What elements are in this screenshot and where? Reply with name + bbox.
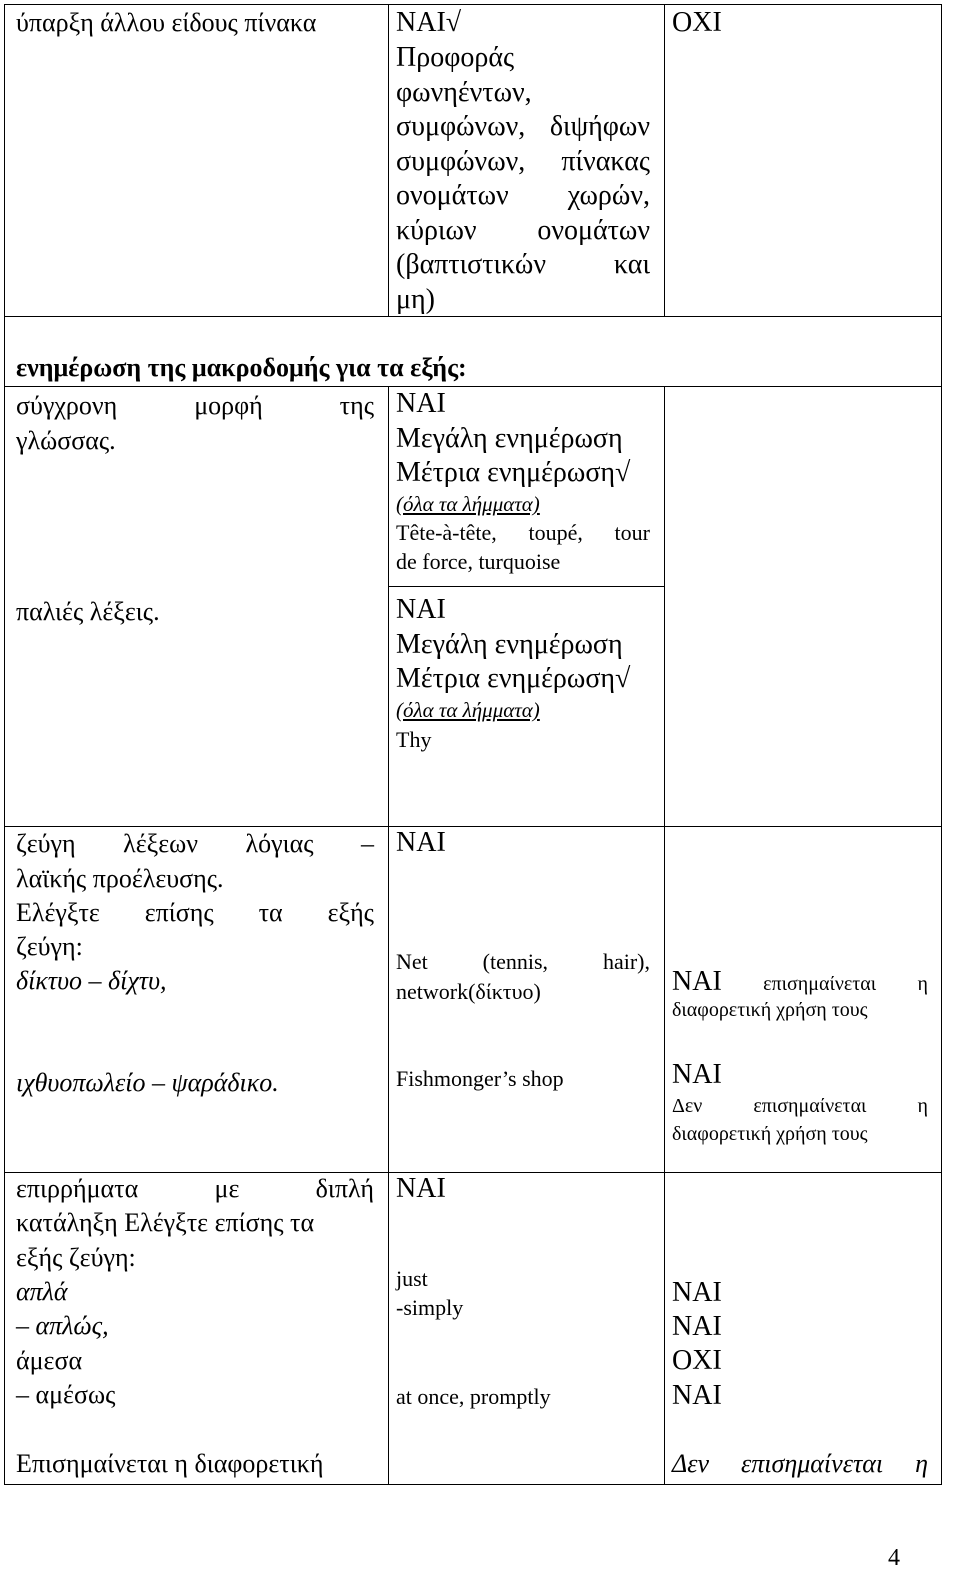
row1-description-line: φωνηέντων, bbox=[396, 76, 532, 108]
row5-col3-line1: Δεν επισημαίνεται η bbox=[672, 1095, 928, 1117]
row3-large-update: Μεγάλη ενημέρωση bbox=[396, 629, 623, 660]
row6-word-2: – απλώς, bbox=[16, 1311, 109, 1340]
row7-criterion: Επισημαίνεται η διαφορετική bbox=[16, 1449, 324, 1478]
row6-word-4: – αμέσως bbox=[16, 1380, 116, 1409]
row6-criterion-line2: κατάληξη Ελέγξτε επίσης τα bbox=[16, 1208, 315, 1237]
row7-col3-note: Δεν επισημαίνεται η bbox=[672, 1449, 928, 1478]
row1-description-line: κύριων ονομάτων bbox=[396, 214, 650, 246]
row2-criterion-line2: γλώσσας. bbox=[16, 426, 116, 455]
row6-word-3: άμεσα bbox=[16, 1346, 83, 1375]
row3-answer: ΝΑΙ bbox=[396, 594, 446, 625]
section-heading: ενημέρωση της μακροδομής για τα εξής: bbox=[16, 353, 467, 382]
row1-col3-answer: ΟΧΙ bbox=[672, 7, 722, 38]
row4-criterion-line2: λαϊκής προέλευσης. bbox=[16, 864, 224, 893]
row4-word-pair: δίκτυο – δίχτυ, bbox=[16, 966, 167, 995]
table-rule-row1 bbox=[4, 316, 942, 317]
row1-description-line: ονομάτων χωρών, bbox=[396, 180, 650, 211]
row4-col3-line2: διαφορετική χρήση τους bbox=[672, 999, 868, 1021]
row4-example-line1: Net (tennis, hair), bbox=[396, 949, 650, 974]
row6-example-once: at once, promptly bbox=[396, 1384, 551, 1409]
row6-col3-answer-4: ΝΑΙ bbox=[672, 1380, 722, 1411]
table-rule-heading bbox=[4, 386, 942, 387]
row1-criterion: ύπαρξη άλλου είδους πίνακα bbox=[16, 8, 317, 37]
row5-example: Fishmonger’s shop bbox=[396, 1066, 564, 1091]
table-col-divider-2a bbox=[664, 4, 665, 316]
table-rule-row6-top bbox=[4, 1172, 942, 1173]
row4-answer: ΝΑΙ bbox=[396, 827, 446, 858]
row5-col3-line2: διαφορετική χρήση τους bbox=[672, 1123, 868, 1145]
row2-example-line1: Tête-à-tête, toupé, tour bbox=[396, 520, 650, 545]
row5-col3-answer: ΝΑΙ bbox=[672, 1059, 722, 1090]
table-border-top bbox=[4, 4, 942, 5]
row1-answer: ΝΑΙ√ bbox=[396, 7, 462, 38]
row2-answer: ΝΑΙ bbox=[396, 388, 446, 419]
table-col-divider-1a bbox=[388, 4, 389, 316]
row3-criterion: παλιές λέξεις. bbox=[16, 597, 160, 626]
row2-all-entries: (όλα τα λήμματα) bbox=[396, 492, 540, 516]
row4-example-line2: network(δίκτυο) bbox=[396, 979, 541, 1004]
row1-description-line: Προφοράς bbox=[396, 42, 515, 73]
row2-large-update: Μεγάλη ενημέρωση bbox=[396, 423, 623, 454]
row1-description-line: συμφώνων, διψήφων bbox=[396, 111, 650, 142]
table-rule-row3-top bbox=[388, 586, 664, 587]
table-col-divider-1b bbox=[388, 386, 389, 1485]
row2-criterion-line1: σύγχρονη μορφή της bbox=[16, 391, 374, 420]
row6-example-simply: -simply bbox=[396, 1295, 464, 1320]
table-border-left bbox=[4, 4, 5, 1485]
row6-example-just: just bbox=[396, 1266, 428, 1291]
row1-description-line: μη) bbox=[396, 283, 435, 315]
table-border-bottom bbox=[4, 1484, 942, 1485]
row4-criterion-line4: ζεύγη: bbox=[16, 932, 83, 961]
row3-example: Thy bbox=[396, 727, 432, 752]
row6-col3-answer-1: ΝΑΙ bbox=[672, 1277, 722, 1308]
row2-medium-update: Μέτρια ενημέρωση√ bbox=[396, 457, 631, 488]
table-rule-row4-top bbox=[4, 826, 942, 827]
row5-word-pair: ιχθυοπωλείο – ψαράδικο. bbox=[16, 1068, 279, 1097]
row2-example-line2: de force, turquoise bbox=[396, 549, 561, 574]
row4-criterion-line3: Ελέγξτε επίσης τα εξής bbox=[16, 898, 374, 927]
row6-col3-answer-3: ΟΧΙ bbox=[672, 1345, 722, 1376]
row6-answer: ΝΑΙ bbox=[396, 1173, 446, 1204]
table-col-divider-2b bbox=[664, 386, 665, 1485]
row3-all-entries: (όλα τα λήμματα) bbox=[396, 698, 540, 722]
row1-description-line: (βαπτιστικών και bbox=[396, 249, 650, 280]
row1-description-line: συμφώνων, πίνακας bbox=[396, 145, 650, 177]
row6-criterion-line3: εξής ζεύγη: bbox=[16, 1243, 136, 1272]
row3-medium-update: Μέτρια ενημέρωση√ bbox=[396, 663, 631, 694]
row4-col3-line1: ΝΑΙ επισημαίνεται η bbox=[672, 966, 928, 997]
row4-criterion-line1: ζεύγη λέξεων λόγιας – bbox=[16, 829, 374, 858]
row6-col3-answer-2: ΝΑΙ bbox=[672, 1311, 722, 1342]
page-number: 4 bbox=[888, 1545, 900, 1571]
table-border-right bbox=[941, 4, 942, 1485]
row6-word-1: απλά bbox=[16, 1277, 68, 1306]
row6-criterion-line1: επιρρήματα με διπλή bbox=[16, 1174, 374, 1203]
